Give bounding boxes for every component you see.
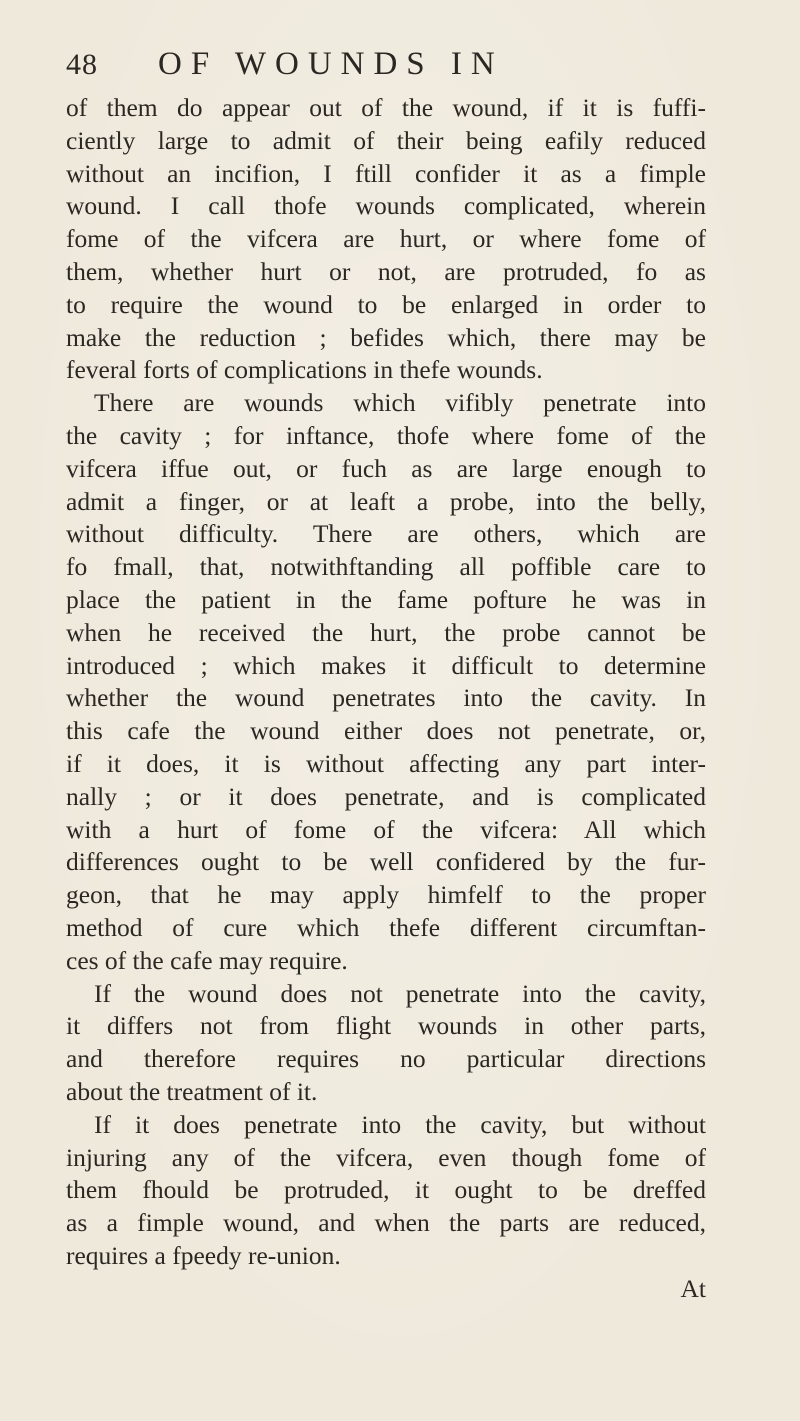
text-line: fome of the vifcera are hurt, or where fome of bbox=[66, 224, 706, 254]
text-line: ces of the cafe may require. bbox=[66, 945, 348, 975]
text-line: about the treatment of it. bbox=[66, 1076, 318, 1106]
text-line: admit a finger, or at leaft a probe, into the belly, bbox=[66, 486, 706, 516]
text-line: if it does, it is without affecting any part inter- bbox=[66, 748, 706, 778]
text-line: fo fmall, that, notwithftanding all poffible care to bbox=[66, 552, 706, 582]
paragraph-start-line: There are wounds which vifibly penetrate into bbox=[94, 388, 706, 418]
text-line: without difficulty. There are others, which are bbox=[66, 519, 706, 549]
text-line: and therefore requires no particular directions bbox=[66, 1044, 706, 1074]
text-line: geon, that he may apply himfelf to the proper bbox=[66, 880, 706, 910]
text-line: the cavity ; for inftance, thofe where fome of the bbox=[66, 420, 706, 450]
paragraph-start-line: If the wound does not penetrate into the cavity, bbox=[94, 978, 706, 1008]
text-line: whether the wound penetrates into the cavity. In bbox=[66, 683, 706, 713]
text-line: place the patient in the fame pofture he was in bbox=[66, 584, 706, 614]
text-line: with a hurt of fome of the vifcera: All which bbox=[66, 814, 706, 844]
text-line: when he received the hurt, the probe cannot be bbox=[66, 617, 706, 647]
text-line: requires a fpeedy re-union. bbox=[66, 1240, 341, 1270]
text-line: make the reduction ; befides which, there may be bbox=[66, 322, 706, 352]
text-line: introduced ; which makes it difficult to determine bbox=[66, 650, 706, 680]
text-line: vifcera iffue out, or fuch as are large enough to bbox=[66, 453, 706, 483]
text-line: this cafe the wound either does not penetrate, or, bbox=[66, 716, 706, 746]
text-line: injuring any of the vifcera, even though fome of bbox=[66, 1142, 706, 1172]
page-header bbox=[66, 42, 626, 88]
paragraph-start-line: If it does penetrate into the cavity, but without bbox=[94, 1109, 706, 1139]
text-line: without an incifion, I ftill confider it as a fimple bbox=[66, 158, 706, 188]
text-line: nally ; or it does penetrate, and is complicated bbox=[66, 781, 706, 811]
text-line: them fhould be protruded, it ought to be dreffed bbox=[66, 1175, 706, 1205]
text-line: differences ought to be well confidered by the fur- bbox=[66, 847, 706, 877]
body-text bbox=[66, 92, 706, 1305]
page-number: 48 bbox=[66, 48, 98, 81]
text-line: them, whether hurt or not, are protruded, fo as bbox=[66, 256, 706, 286]
text-line: method of cure which thefe different circumftan- bbox=[66, 912, 706, 942]
text-line: feveral forts of complications in thefe wounds. bbox=[66, 355, 543, 385]
text-line: ciently large to admit of their being eafily reduced bbox=[66, 125, 706, 155]
text-line: wound. I call thofe wounds complicated, wherein bbox=[66, 191, 706, 221]
text-line: of them do appear out of the wound, if it is fuffi- bbox=[66, 93, 706, 122]
catchword: At bbox=[680, 1273, 706, 1303]
text-line: it differs not from flight wounds in other parts, bbox=[66, 1011, 706, 1041]
running-title: OF WOUNDS IN bbox=[158, 46, 504, 82]
text-line: as a fimple wound, and when the parts are reduced, bbox=[66, 1208, 706, 1238]
text-line: to require the wound to be enlarged in order to bbox=[66, 289, 706, 319]
